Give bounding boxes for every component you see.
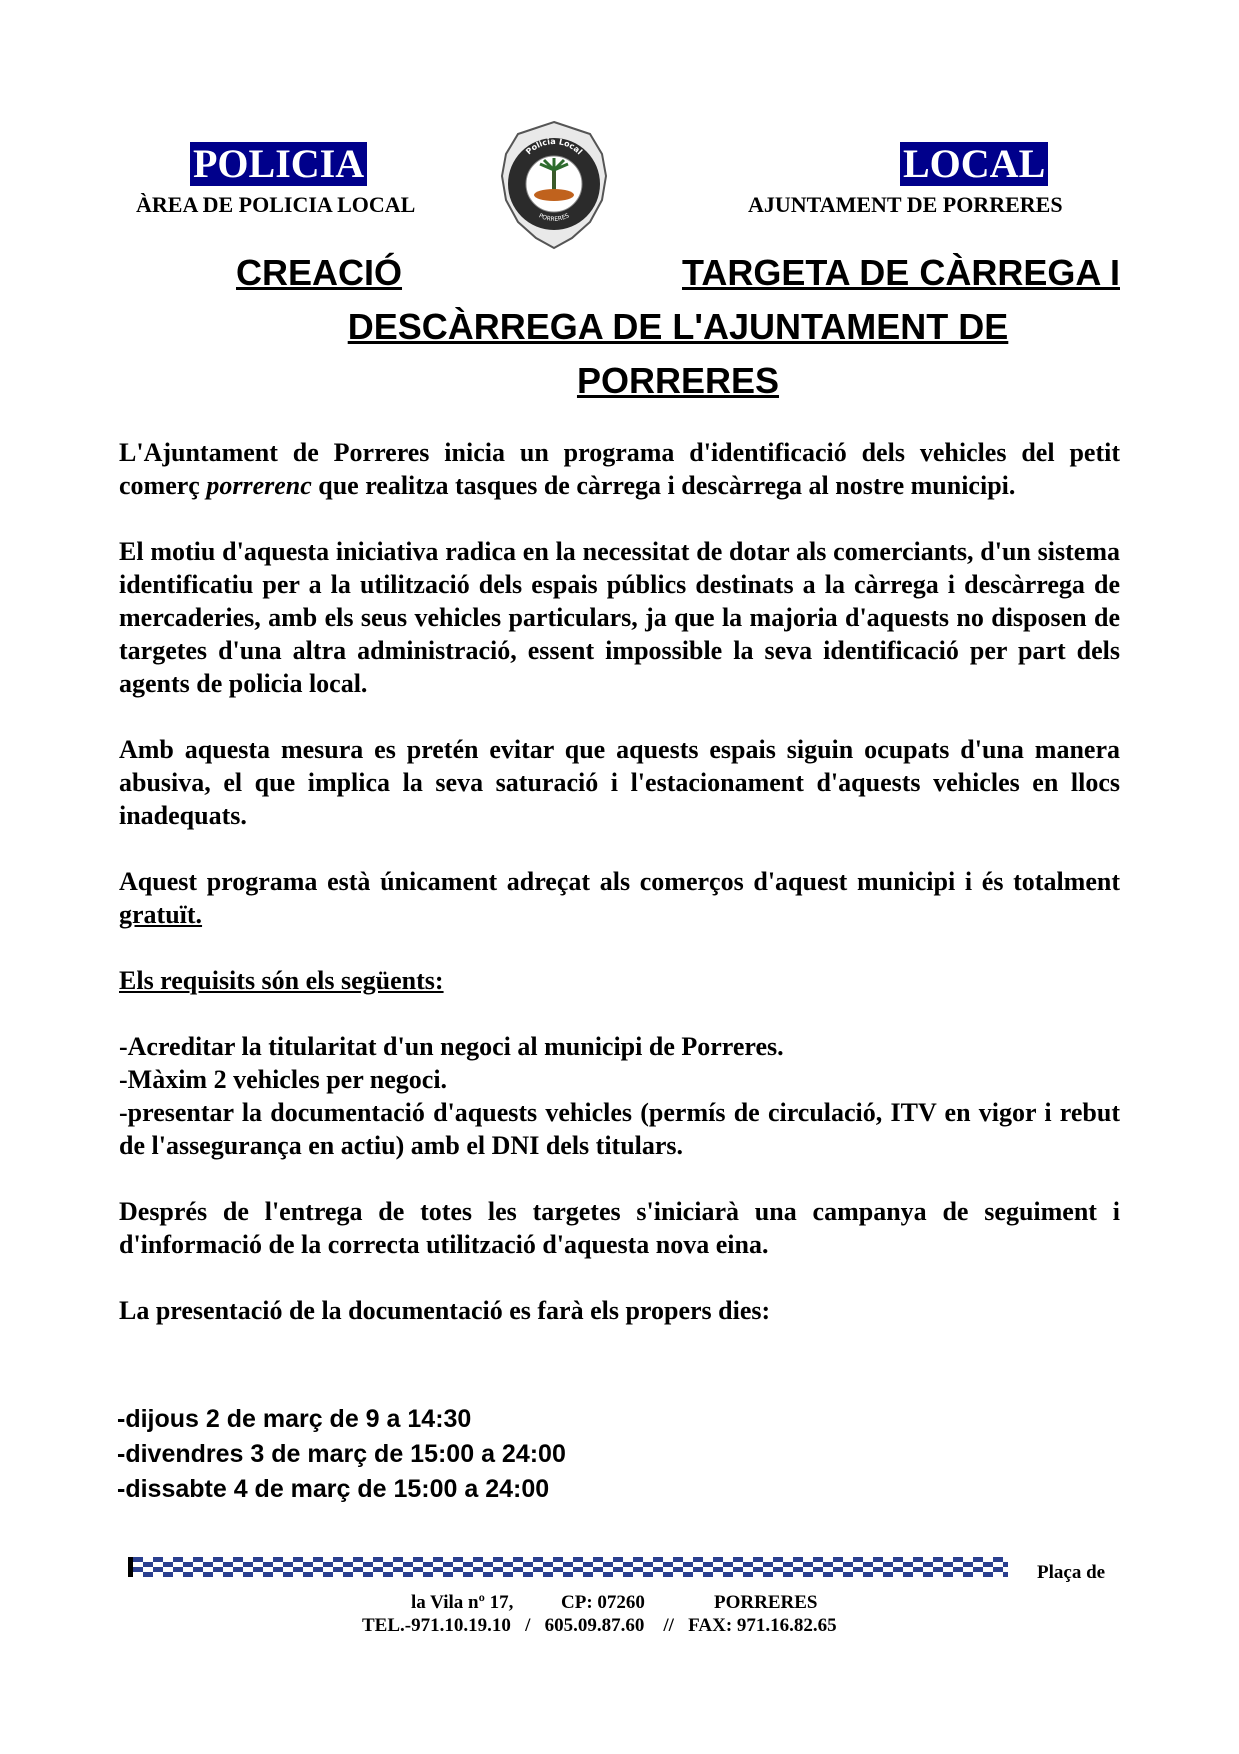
svg-text:Policia Local: Policia Local [524, 136, 584, 157]
date-item: -divendres 3 de març de 15:00 a 24:00 [117, 1440, 566, 1468]
document-title [236, 246, 1120, 408]
title-line-3: PORRERES [576, 360, 780, 401]
paragraph-seguiment: Després de l'entrega de totes les targetes s'iniciarà una campanya de seguiment i d'informació de la correcta utilització d'aquesta nova eina. [119, 1197, 1120, 1259]
paragraph-intro: L'Ajuntament de Porreres inicia un programa d'identificació dels vehicles del petit comerç porrerenc que realitza tasques de càrrega i descàrrega al nostre municipi. [119, 438, 1120, 500]
requisit-item: -Màxim 2 vehicles per negoci. [119, 1065, 448, 1094]
checkered-band [128, 1557, 1008, 1577]
dates-list [117, 1402, 566, 1507]
underlined-gratuit: gratuït. [119, 900, 203, 929]
paragraph-presentacio: La presentació de la documentació es farà els propers dies: [119, 1296, 771, 1325]
date-item: -dijous 2 de març de 9 a 14:30 [117, 1405, 472, 1433]
requisits-list [119, 1030, 1120, 1162]
paragraph-mesura: Amb aquesta mesura es pretén evitar que aquests espais siguin ocupats d'una manera abusiva, el que implica la seva saturació i l'estacionament d'aquests vehicles en llocs inadequats. [119, 735, 1120, 830]
footer-town: PORRERES [714, 1592, 818, 1613]
requisits-heading: Els requisits són els següents: [119, 966, 444, 995]
header-right-badge: LOCAL [900, 142, 1048, 186]
police-emblem [498, 120, 610, 252]
document-body [119, 436, 1120, 1327]
date-item: -dissabte 4 de març de 15:00 a 24:00 [117, 1475, 550, 1503]
title-part-1: CREACIÓ [236, 252, 403, 293]
title-line-2: DESCÀRREGA DE L'AJUNTAMENT DE [347, 306, 1009, 347]
title-part-2: TARGETA DE CÀRREGA I [682, 252, 1120, 293]
header-right-subtitle: AJUNTAMENT DE PORRERES [748, 192, 1063, 217]
paragraph-programa: Aquest programa està únicament adreçat als comerços d'aquest municipi i és totalment gratuït. [119, 867, 1120, 929]
footer-cp: CP: 07260 [561, 1592, 645, 1613]
requisit-item: -presentar la documentació d'aquests vehicles (permís de circulació, ITV en vigor i rebut de l'assegurança en actiu) amb el DNI dels titulars. [119, 1098, 1120, 1160]
svg-text:PORRERES: PORRERES [537, 212, 571, 223]
italic-porrerenc: porrerenc [206, 471, 312, 500]
paragraph-motiu: El motiu d'aquesta iniciativa radica en la necessitat de dotar als comerciants, d'un sistema identificatiu per a la utilització dels espais públics destinats a la càrrega i descàrrega de mercaderies, amb els seus vehicles particulars, ja que la majoria d'aquests no disposen de targetes d'una altra administració, essent impossible la seva identificació per part dels agents de policia local. [119, 537, 1120, 698]
header-left-badge: POLICIA [190, 142, 367, 186]
footer-phones: TEL.-971.10.19.10 / 605.09.87.60 // FAX: 971.16.82.65 [362, 1615, 837, 1636]
requisit-item: -Acreditar la titularitat d'un negoci al municipi de Porreres. [119, 1032, 784, 1061]
footer-address: la Vila nº 17, [411, 1592, 514, 1613]
footer-placa: Plaça de [1037, 1562, 1106, 1583]
header-left-subtitle: ÀREA DE POLICIA LOCAL [136, 192, 416, 217]
